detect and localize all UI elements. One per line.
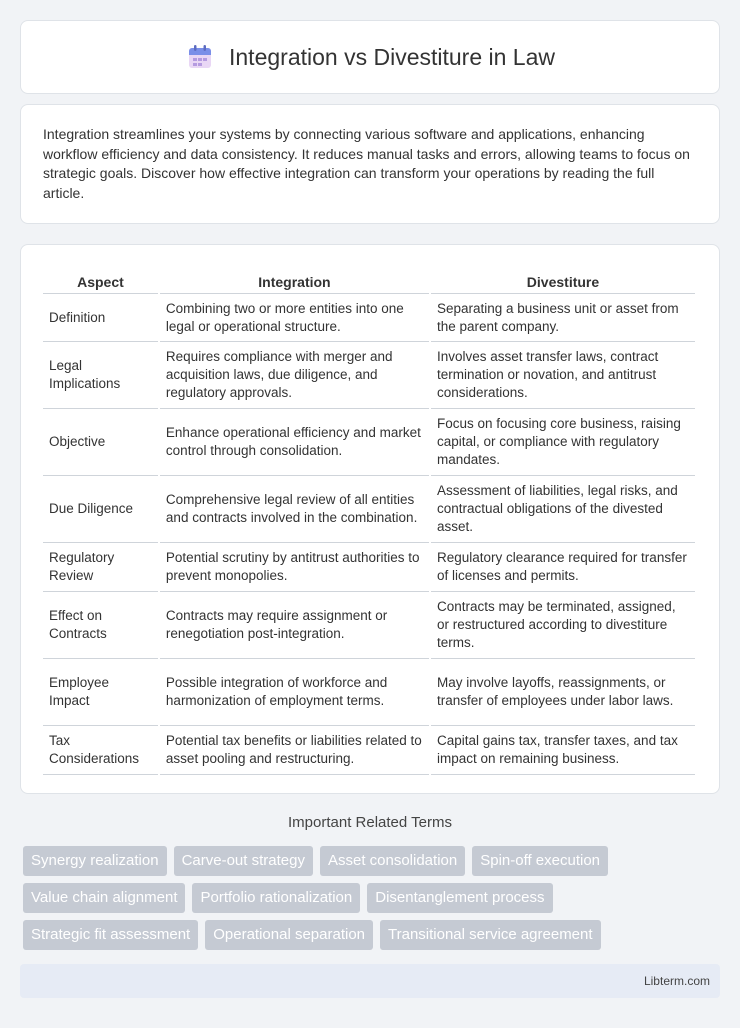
row-aspect: Employee Impact [43, 659, 158, 726]
comparison-table [41, 265, 697, 775]
row-aspect: Tax Considerations [43, 726, 158, 775]
table-row [43, 659, 695, 726]
row-divestiture: Focus on focusing core business, raising capital, or compliance with regulatory mandates. [431, 409, 695, 476]
tag-operational-separation[interactable]: Operational separation [205, 920, 373, 950]
row-divestiture: Assessment of liabilities, legal risks, and contractual obligations of the divested asset. [431, 476, 695, 543]
row-integration: Enhance operational efficiency and market control through consolidation. [160, 409, 429, 476]
row-divestiture: Separating a business unit or asset from the parent company. [431, 294, 695, 342]
row-divestiture: Contracts may be terminated, assigned, or restructured according to divestiture terms. [431, 592, 695, 659]
table-row [43, 592, 695, 659]
row-divestiture: May involve layoffs, reassignments, or transfer of employees under labor laws. [431, 659, 695, 726]
page-title: Integration vs Divestiture in Law [229, 43, 555, 70]
table-row [43, 409, 695, 476]
row-integration: Possible integration of workforce and harmonization of employment terms. [160, 659, 429, 726]
table-row [43, 543, 695, 592]
row-aspect: Definition [43, 294, 158, 342]
intro-card [20, 104, 720, 224]
footer-site-link[interactable]: Libterm.com [643, 974, 710, 988]
row-integration: Contracts may require assignment or renegotiation post-integration. [160, 592, 429, 659]
related-terms-title: Important Related Terms [288, 814, 452, 831]
row-divestiture: Regulatory clearance required for transfer of licenses and permits. [431, 543, 695, 592]
row-integration: Potential scrutiny by antitrust authorities to prevent monopolies. [160, 543, 429, 592]
row-aspect: Objective [43, 409, 158, 476]
row-divestiture: Involves asset transfer laws, contract termination or novation, and antitrust considerations. [431, 342, 695, 409]
tag-disentanglement-process[interactable]: Disentanglement process [367, 883, 552, 913]
intro-text: Integration streamlines your systems by connecting various software and applications, enhancing workflow efficiency and data consistency. It reduces manual tasks and errors, allowing teams to focus on strategic goals. Discover how effective integration can transform your operations by reading the full article. [43, 126, 690, 201]
calendar-icon [185, 42, 215, 72]
table-row [43, 476, 695, 543]
tag-carve-out-strategy[interactable]: Carve-out strategy [174, 846, 313, 876]
comparison-table-card [20, 244, 720, 794]
table-row [43, 726, 695, 775]
row-aspect: Due Diligence [43, 476, 158, 543]
header-divestiture: Divestiture [431, 265, 695, 294]
related-terms-tags [23, 846, 723, 950]
table-row [43, 294, 695, 342]
row-aspect: Effect on Contracts [43, 592, 158, 659]
row-integration: Potential tax benefits or liabilities related to asset pooling and restructuring. [160, 726, 429, 775]
tag-strategic-fit-assessment[interactable]: Strategic fit assessment [23, 920, 198, 950]
row-integration: Comprehensive legal review of all entities and contracts involved in the combination. [160, 476, 429, 543]
tag-transitional-service-agreement[interactable]: Transitional service agreement [380, 920, 601, 950]
row-aspect: Legal Implications [43, 342, 158, 409]
tag-synergy-realization[interactable]: Synergy realization [23, 846, 167, 876]
tag-asset-consolidation[interactable]: Asset consolidation [320, 846, 465, 876]
row-aspect: Regulatory Review [43, 543, 158, 592]
row-integration: Requires compliance with merger and acquisition laws, due diligence, and regulatory approvals. [160, 342, 429, 409]
row-divestiture: Capital gains tax, transfer taxes, and tax impact on remaining business. [431, 726, 695, 775]
tag-spin-off-execution[interactable]: Spin-off execution [472, 846, 608, 876]
header-integration: Integration [160, 265, 429, 294]
footer [20, 964, 720, 998]
table-header-row [43, 265, 695, 294]
row-integration: Combining two or more entities into one legal or operational structure. [160, 294, 429, 342]
table-row [43, 342, 695, 409]
header-card [20, 20, 720, 94]
header-aspect: Aspect [43, 265, 158, 294]
tag-portfolio-rationalization[interactable]: Portfolio rationalization [192, 883, 360, 913]
tag-value-chain-alignment[interactable]: Value chain alignment [23, 883, 185, 913]
